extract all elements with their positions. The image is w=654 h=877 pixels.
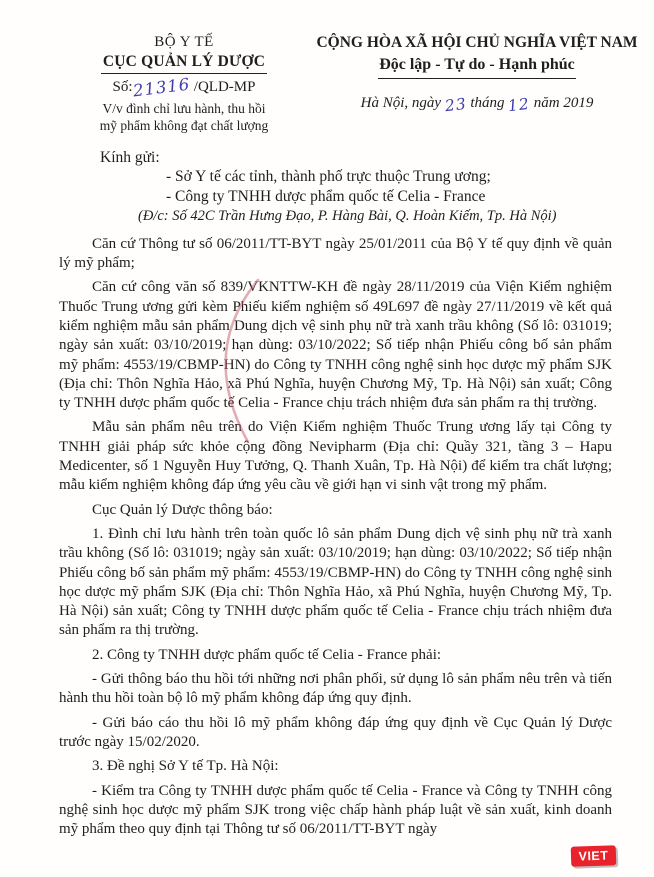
subject-line-2: mỹ phẩm không đạt chất lượng [99,118,269,134]
date-prefix: Hà Nội, ngày [360,94,442,111]
body-paragraph: 3. Đề nghị Sở Y tế Tp. Hà Nội: [92,758,279,775]
date-suffix: năm 2019 [533,94,594,111]
letterhead [0,0,654,135]
document-number-handwritten: 21316 [131,74,191,101]
document-number-suffix: /QLD-MP [193,79,256,96]
viet-watermark-label: VIET [578,848,609,864]
recipient-line: - Sở Y tế các tỉnh, thành phố trực thuộc Trung ương; [166,168,491,186]
date-mid: tháng [470,94,505,111]
date-line [312,92,642,114]
letter-body [0,225,654,840]
body-paragraph: Cục Quản lý Dược thông báo: [92,501,273,518]
body-paragraph: Mẫu sản phẩm nêu trên do Viện Kiểm nghiệm Thuốc Trung ương lấy tại Công ty TNHH giải pháp sức khỏe cộng đồng Nevipharm (Địa chỉ: Quầy 321, tầng 3 – Hapu Medicenter, số 1 Nguyễn Huy Tưởng, Q. Thanh Xuân, Tp. Hà Nội) để kiểm tra chất lượng; mẫu kiểm nghiệm không đáp ứng yêu cầu về giới hạn vi sinh vật trong mỹ phẩm. [59,419,612,494]
body-paragraph: Căn cứ Thông tư số 06/2011/TT-BYT ngày 25/01/2011 của Bộ Y tế quy định về quản lý mỹ phẩm; [59,235,612,272]
recipient-address-note: (Đ/c: Số 42C Trần Hưng Đạo, P. Hàng Bài, Q. Hoàn Kiếm, Tp. Hà Nội) [138,207,557,224]
body-paragraph: - Gửi báo cáo thu hồi lô mỹ phẩm không đáp ứng quy định về Cục Quản lý Dược trước ngày 15/02/2020. [59,714,612,750]
body-paragraph: - Kiểm tra Công ty TNHH dược phẩm quốc tế Celia - France và Công ty TNHH công nghệ sinh học dược mỹ phẩm SJK trong việc chấp hành pháp luật về sản xuất, kinh doanh mỹ phẩm theo quy định tại Thông tư số 06/2011/TT-BYT ngày [59,782,612,838]
body-paragraph: 1. Đình chỉ lưu hành trên toàn quốc lô sản phẩm Dung dịch vệ sinh phụ nữ trà xanh trầu không (Số lô: 031019; ngày sản xuất: 03/10/2019; hạn dùng: 03/10/2022; Số tiếp nhận Phiếu công bố sản phẩm mỹ phẩm: 4553/19/CBMP-HN) do Công ty TNHH công nghệ sinh học dược mỹ phẩm SJK (Địa chỉ: Thôn Nghĩa Hảo, xã Phú Nghĩa, huyện Chương Mỹ, Tp. Hà Nội) sản xuất; Công ty TNHH dược phẩm quốc tế Celia - France chịu trách nhiệm đưa sản phẩm ra thị trường. [59,525,612,639]
body-paragraph: Căn cứ công văn số 839/VKNTTW-KH đề ngày 28/11/2019 của Viện Kiểm nghiệm Thuốc Trung ương gửi kèm Phiếu kiểm nghiệm số 49L697 đề ngày 27/11/2019 về kết quả kiểm nghiệm mẫu sản phẩm Dung dịch vệ sinh phụ nữ trà xanh trầu không (Số lô: 031019; ngày sản xuất: 03/10/2019; hạn dùng: 03/10/2022; Số tiếp nhận Phiếu công bố sản phẩm mỹ phẩm: 4553/19/CBMP-HN) do Công ty TNHH công nghệ sinh học dược mỹ phẩm SJK (Địa chỉ: Thôn Nghĩa Hảo, xã Phú Nghĩa, huyện Chương Mỹ, Tp. Hà Nội) sản xuất; Công ty TNHH dược phẩm quốc tế Celia - France chịu trách nhiệm đưa sản phẩm ra thị trường. [59,279,612,412]
subject-line-1: V/v đình chỉ lưu hành, thu hồi [102,100,266,116]
document-number-label: Số: [112,79,133,96]
body-paragraph: 2. Công ty TNHH dược phẩm quốc tế Celia - France phải: [92,646,442,663]
recipients-block [0,148,654,225]
date-day-handwritten: 23 [443,94,468,116]
document-number-line [58,74,310,101]
agency-name: CỤC QUẢN LÝ DƯỢC [101,52,267,74]
national-title: CỘNG HÒA XÃ HỘI CHỦ NGHĨA VIỆT NAM [316,34,638,51]
viet-watermark-badge [571,845,617,867]
date-month-handwritten: 12 [507,94,531,116]
letterhead-issuing-agency [58,33,310,135]
national-motto: Độc lập - Tự do - Hạnh phúc [378,55,576,79]
body-paragraph: - Gửi thông báo thu hồi tới những nơi phân phối, sử dụng lô sản phẩm nêu trên và tiến hành thu hồi toàn bộ lô mỹ phẩm không đáp ứng quy định. [59,671,612,707]
document-subject [58,100,310,135]
recipient-line: - Công ty TNHH dược phẩm quốc tế Celia - France [166,188,486,205]
salutation: Kính gửi: [100,148,160,166]
letterhead-national-heading [312,33,642,135]
ministry-name: BỘ Y TẾ [154,34,214,50]
